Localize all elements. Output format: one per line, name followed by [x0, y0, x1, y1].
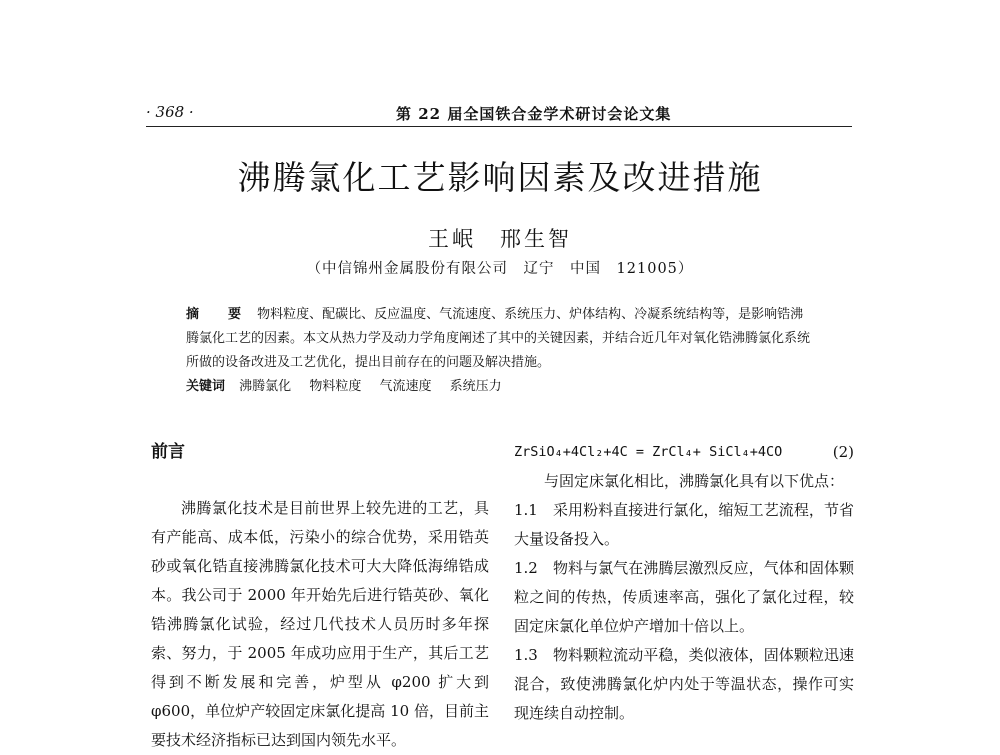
list-item: 1.3 物料颗粒流动平稳，类似液体，固体颗粒迅速混合，致使沸腾氯化炉内处于等温状态，操作可实现连续自动控制。 — [514, 646, 854, 722]
equation-text: ZrSiO₄+4Cl₂+4C = ZrCl₄+ SiCl₄+4CO — [514, 444, 783, 460]
running-head — [146, 103, 852, 125]
section-heading-preface: 前言 — [151, 442, 185, 462]
article-title: 沸腾氯化工艺影响因素及改进措施 — [237, 158, 763, 197]
keyword: 物料粒度 — [309, 379, 362, 394]
journal-title: 第 22 届全国铁合金学术研讨会论文集 — [396, 105, 672, 123]
equation-2 — [514, 438, 854, 467]
abstract — [186, 303, 814, 399]
advantages-intro: 与固定床氯化相比，沸腾氯化具有以下优点： — [544, 472, 845, 490]
preface-paragraph: 沸腾氯化技术是目前世界上较先进的工艺，具有产能高、成本低，污染小的综合优势，采用锆英砂或氧化锆直接沸腾氯化技术可大大降低海绵锆成本。我公司于 2000 年开始先后进行锆英砂、氧化锆沸腾氯化试验，经过几代技术人员历时多年探索、努力，于 2005 年成功应用于生产，其后工艺得到不断发展和完善，炉型从 φ200 扩大到 φ600，单位炉产较固定床氯化提高 10 倍，目前主要技术经济指标已达到国内领先水平。 — [151, 499, 489, 749]
abstract-text: 物料粒度、配碳比、反应温度、气流速度、系统压力、炉体结构、冷凝系统结构等，是影响锆沸腾氯化工艺的因素。本文从热力学及动力学角度阐述了其中的关键因素，并结合近几年对氧化锆沸腾氯化系统所做的设备改进及工艺优化，提出目前存在的问题及解决措施。 — [186, 307, 811, 370]
list-item: 1.1 采用粉料直接进行氯化，缩短工艺流程，节省大量设备投入。 — [514, 501, 854, 548]
affiliation: （中信锦州金属股份有限公司 辽宁 中国 121005） — [306, 261, 694, 277]
authors: 王岷 邢生智 — [428, 227, 572, 251]
keyword: 沸腾氯化 — [239, 379, 292, 394]
abstract-paragraph — [186, 303, 814, 375]
header-rule — [146, 126, 852, 127]
keyword: 气流速度 — [379, 379, 432, 394]
abstract-label: 摘 要 — [186, 307, 250, 322]
list-item: 1.2 物料与氯气在沸腾层激烈反应，气体和固体颗粒之间的传热，传质速率高，强化了氯化过程，较固定床氯化单位炉产增加十倍以上。 — [514, 559, 854, 635]
keywords-label: 关键词 — [186, 379, 226, 394]
equation-number: (2) — [832, 443, 854, 461]
left-column — [151, 438, 489, 755]
keywords — [186, 375, 814, 399]
keyword: 系统压力 — [449, 379, 502, 394]
right-column — [514, 438, 854, 728]
page-number: · 368 · — [146, 103, 194, 121]
